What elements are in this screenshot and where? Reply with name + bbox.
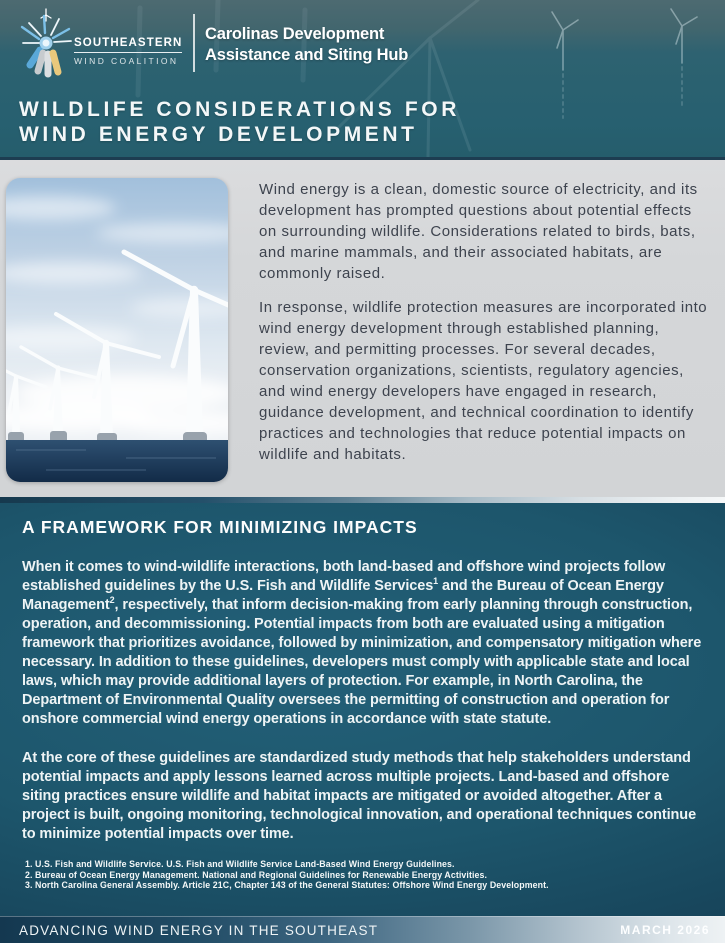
page-title-line1: WILDLIFE CONSIDERATIONS FOR [19, 98, 460, 121]
intro-paragraph-1: Wind energy is a clean, domestic source of electricity, and its development has prompted questions about potential effects on surrounding wildlife. Considerations related to birds, bats, and marine mammals, and their associated habitats, are commonly raised. [259, 181, 698, 282]
footnote-ref-1: 1 [433, 576, 439, 587]
org-subname: WIND COALITION [74, 56, 179, 66]
framework-heading: A FRAMEWORK FOR MINIMIZING IMPACTS [22, 517, 418, 537]
hub-title-line2: Assistance and Siting Hub [205, 45, 409, 64]
footnote-2: 2. Bureau of Ocean Energy Management. National and Regional Guidelines for Renewable Energy Activities. [25, 869, 488, 880]
footer-tagline: ADVANCING WIND ENERGY IN THE SOUTHEAST [19, 922, 379, 938]
intro-section [0, 160, 725, 497]
footnote-3: 3. North Carolina General Assembly. Article 21C, Chapter 143 of the General Statutes: Offshore Wind Energy Development. [25, 880, 549, 890]
hub-title [205, 24, 408, 65]
page-title [19, 97, 460, 147]
framework-paragraph-2: At the core of these guidelines are standardized study methods that help stakeholders understand potential impacts and apply lessons learned across multiple projects. Land-based and offshore siting practices ensure wildlife and habitat impacts are mitigated or avoided altogether. After a project is built, ongoing monitoring, technological innovation, and operational techniques continue to minimize potential impacts over time. [22, 750, 697, 842]
footnote-1: 1. U.S. Fish and Wildlife Service. U.S. Fish and Wildlife Service Land-Based Wind Energy Guidelines. [25, 859, 455, 869]
header-banner [0, 0, 725, 160]
intro-text [259, 179, 711, 478]
footnotes [22, 859, 703, 891]
brand-text [74, 37, 182, 66]
southeastern-wind-coalition-logo-icon [16, 5, 78, 87]
offshore-wind-turbines-photo [6, 178, 228, 482]
framework-paragraph-1: When it comes to wind-wildlife interactions, both land-based and offshore wind projects follow established guidelines by the U.S. Fish and Wildlife Services$^1$ and the Bureau of Ocean Energy Management$^2$, respectively, that inform decision-making from early planning through construction, operation, and decommissioning. Potential impacts from both are evaluated using a mitigation framework that prioritizes avoidance, followed by minimization, and compensatory mitigation where necessary. In addition to these guidelines, developers must comply with applicable state and local laws, which may provide additional layers of protection. For example, in North Carolina, the Department of Environmental Quality oversees the permitting of construction and operation for onshore commercial wind energy operations in accordance with state statute. [22, 559, 702, 727]
hub-title-line1: Carolinas Development [205, 25, 385, 43]
page-title-line2: WIND ENERGY DEVELOPMENT [19, 123, 418, 146]
header-divider [193, 14, 195, 72]
intro-paragraph-2: In response, wildlife protection measures are incorporated into wind energy development through established planning, review, and permitting processes. For several decades, conservation organizations, scientists, regulatory agencies, and wind energy developers have engaged in research, guidance development, and technical coordination to identify practices and technologies that reduce potential impacts on wildlife and habitats. [259, 299, 708, 463]
footnote-ref-2: 2 [109, 595, 115, 606]
org-name: SOUTHEASTERN [74, 37, 182, 53]
framework-section [0, 503, 725, 916]
footer-date: MARCH 2026 [620, 923, 710, 937]
footer-bar [0, 916, 725, 943]
